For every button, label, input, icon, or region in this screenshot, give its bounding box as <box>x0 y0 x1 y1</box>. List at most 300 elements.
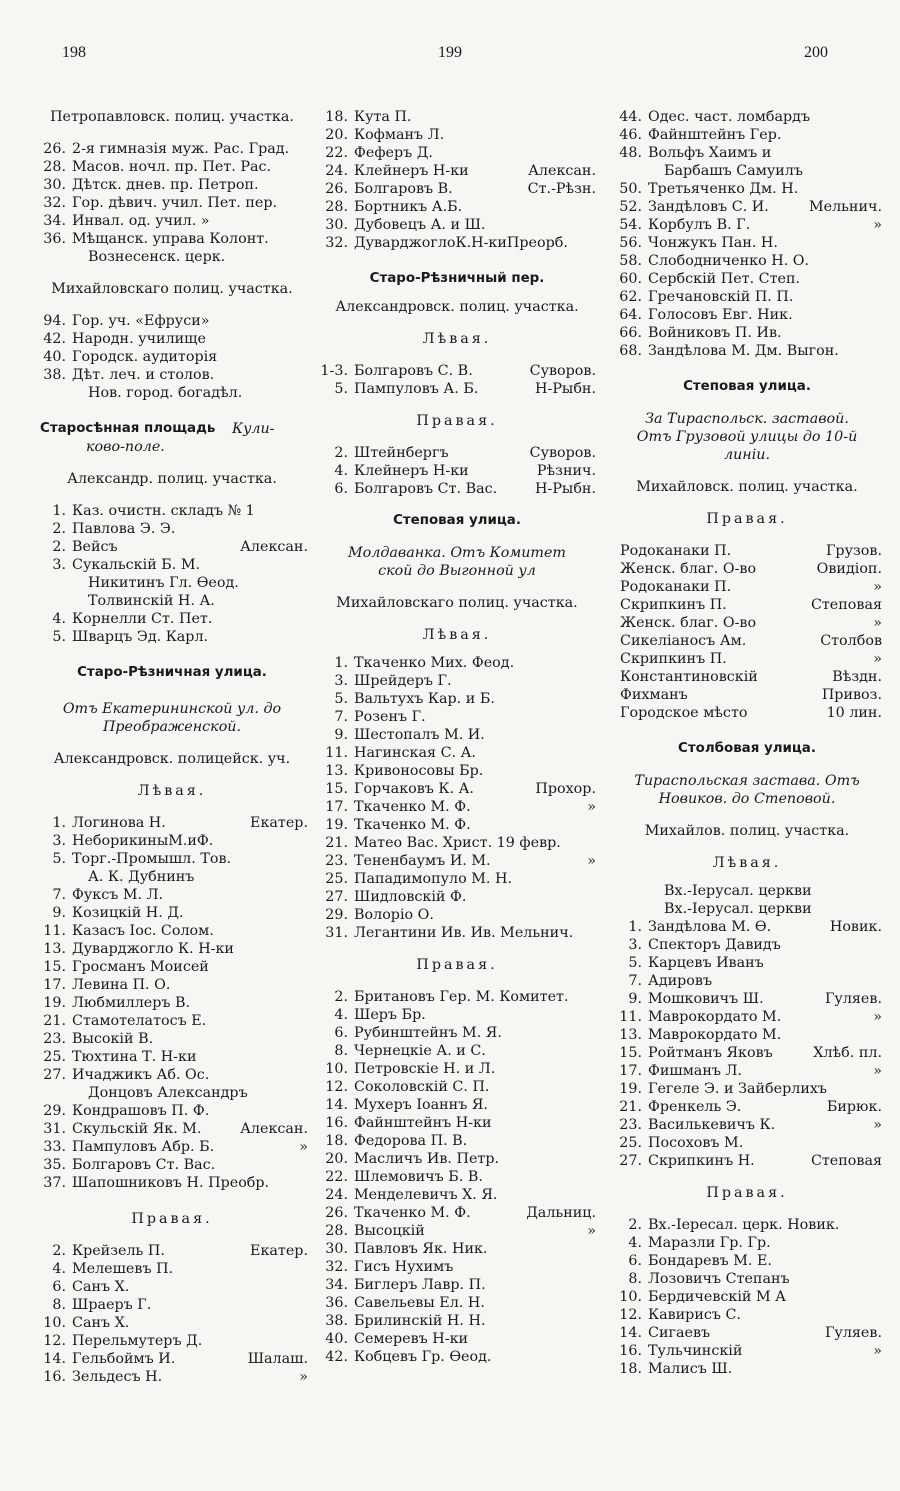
entry-cross-street: Гуляев. <box>824 1325 882 1341</box>
house-number: 7. <box>334 709 348 725</box>
entry-row <box>318 744 596 762</box>
entry-row <box>36 1120 308 1138</box>
entry-cross-street: » <box>873 615 882 631</box>
entry-name: Бондаревъ М. Е. <box>648 1253 772 1269</box>
entry-name: Третьяченко Дм. Н. <box>648 181 799 197</box>
entry-name: Масличъ Ив. Петр. <box>354 1151 500 1167</box>
house-number: 8. <box>52 1297 66 1313</box>
house-number: 17. <box>619 1063 642 1079</box>
entry-name: Мѣщанск. управа Колонт. <box>72 231 269 247</box>
entry-name: Зельдесъ Н. <box>72 1369 163 1385</box>
entry-row <box>36 610 308 628</box>
entry-row <box>36 628 308 646</box>
entry-name: Менделевичъ Х. Я. <box>354 1187 498 1203</box>
entry-name: Логинова Н. <box>72 815 166 831</box>
entry-name: Биглеръ Лавр. П. <box>354 1277 486 1293</box>
house-number: 4. <box>52 611 66 627</box>
entry-name: Константиновскій <box>620 669 758 685</box>
entry-list <box>36 502 308 646</box>
entry-name: Тененбаумъ И. М. <box>354 853 491 869</box>
house-number: 12. <box>325 1079 348 1095</box>
entry-row <box>612 234 882 252</box>
entry-row <box>36 1296 308 1314</box>
entry-name: Голосовъ Евг. Ник. <box>648 307 793 323</box>
entry-row <box>36 1066 308 1084</box>
entry-name: Кривоносовы Бр. <box>354 763 484 779</box>
entry-cross-street: Екатер. <box>250 1243 308 1259</box>
entry-row <box>612 1216 882 1234</box>
house-number: 19. <box>325 817 348 833</box>
entry-row <box>612 324 882 342</box>
entry-name: Савельевы Ел. Н. <box>354 1295 485 1311</box>
entry-name: Сигаевъ <box>648 1325 711 1341</box>
entry-row <box>36 922 308 940</box>
house-number: 58. <box>619 253 642 269</box>
entry-name: Народн. училище <box>72 331 206 347</box>
house-number: 9. <box>334 727 348 743</box>
street-desc: Молдаванка. Отъ Комитет <box>347 545 566 561</box>
section-heading: Михайловскаго полиц. участка. <box>51 281 293 297</box>
entry-list <box>36 814 308 1192</box>
house-number: 18. <box>325 109 348 125</box>
house-number: 3. <box>334 673 348 689</box>
entry-name: Корнелли Ст. Пет. <box>72 611 213 627</box>
street-title: Степовая улица. <box>683 379 811 394</box>
entry-row <box>612 306 882 324</box>
house-number: 68. <box>619 343 642 359</box>
house-number: 25. <box>43 1049 66 1065</box>
entry-row <box>318 870 596 888</box>
entry-cross-street: Шалаш. <box>247 1351 308 1367</box>
house-number: 7. <box>628 973 642 989</box>
house-number: 11. <box>43 923 66 939</box>
entry-name: Левина П. О. <box>72 977 171 993</box>
entry-row <box>318 672 596 690</box>
street-subname: Кули- <box>232 421 275 437</box>
entry-name: Спекторъ Давидъ <box>648 937 781 953</box>
house-number: 30. <box>325 1241 348 1257</box>
house-number: 64. <box>619 307 642 323</box>
house-number: 7. <box>52 887 66 903</box>
entry-row <box>612 990 882 1008</box>
entry-cross-street: » <box>873 1063 882 1079</box>
entry-name: Высокій В. <box>72 1031 154 1047</box>
house-number: 6. <box>334 481 348 497</box>
house-number: 9. <box>52 905 66 921</box>
house-number: 26. <box>43 141 66 157</box>
entry-name: Клейнеръ Н-ки <box>354 163 469 179</box>
entry-name: Шраеръ Г. <box>72 1297 152 1313</box>
entry-list <box>318 108 596 252</box>
house-number: 2. <box>334 445 348 461</box>
entry-name: Посоховъ М. <box>648 1135 744 1151</box>
house-number: 66. <box>619 325 642 341</box>
entry-row <box>36 502 308 520</box>
entry-cross-street: Алексан. <box>240 539 308 555</box>
entry-row <box>612 542 882 560</box>
entry-name: Мелешевъ П. <box>72 1261 174 1277</box>
entry-row <box>318 816 596 834</box>
entry-cross-street: » <box>873 1343 882 1359</box>
house-number: 2. <box>52 1243 66 1259</box>
entry-list <box>36 312 308 402</box>
page-number-left: 198 <box>62 44 86 61</box>
street-title: Столбовая улица. <box>678 741 816 756</box>
entry-name: Городское мѣсто <box>620 705 748 721</box>
entry-row <box>612 972 882 990</box>
entry-cross-street: Дальниц. <box>526 1205 596 1221</box>
entry-cross-street: Н-Рыбн. <box>535 481 596 497</box>
house-number: 42. <box>325 1349 348 1365</box>
column-1 <box>36 108 308 1386</box>
entry-list <box>612 542 882 722</box>
entry-row <box>318 462 596 480</box>
entry-name: Павловъ Як. Ник. <box>354 1241 488 1257</box>
house-number: 13. <box>619 1027 642 1043</box>
entry-row <box>612 1324 882 1342</box>
entry-row <box>318 162 596 180</box>
section-heading: Михайловскаго полиц. участка. <box>336 595 578 611</box>
entry-row <box>318 1204 596 1222</box>
house-number: 5. <box>52 851 66 867</box>
entry-name: Женск. благ. О-во <box>620 615 757 631</box>
entry-name: Болгаровъ В. <box>354 181 453 197</box>
entry-row <box>612 1270 882 1288</box>
entry-name: Любмиллеръ В. <box>72 995 191 1011</box>
entry-row <box>36 158 308 176</box>
entry-name: Зандѣлова М. Ѳ. <box>648 919 772 935</box>
column-3 <box>612 108 882 1378</box>
entry-row <box>318 1024 596 1042</box>
entry-name: Маразли Гр. Гр. <box>648 1235 771 1251</box>
entry-name: Вх.-Іересал. церк. Новик. <box>648 1217 840 1233</box>
entry-row <box>318 1186 596 1204</box>
street-title <box>36 420 308 438</box>
entry-name: Бердичевскій М А <box>648 1289 787 1305</box>
entry-name: Ткаченко Мих. Феод. <box>354 655 515 671</box>
house-number: 8. <box>628 1271 642 1287</box>
street-desc: Новиков. до Степовой. <box>658 791 836 807</box>
entry-name: Соколовскій С. П. <box>354 1079 490 1095</box>
entry-row <box>612 144 882 162</box>
entry-row <box>612 1360 882 1378</box>
page-number-right: 200 <box>804 44 828 61</box>
entry-row <box>36 1174 308 1192</box>
entry-row <box>36 1102 308 1120</box>
entry-row <box>612 126 882 144</box>
house-number: 22. <box>325 145 348 161</box>
entry-name: Шварцъ Эд. Карл. <box>72 629 209 645</box>
entry-name: Сикеліаносъ Ам. <box>620 633 747 649</box>
house-number: 15. <box>43 959 66 975</box>
entry-row <box>318 198 596 216</box>
house-number: 3. <box>628 937 642 953</box>
house-number: 54. <box>619 217 642 233</box>
entry-name: Дуварджогло К. Н-ки <box>72 941 234 957</box>
entry-row <box>36 1332 308 1350</box>
entry-cross-street: Хлѣб. пл. <box>813 1045 882 1061</box>
entry-name: Городск. аудиторія <box>72 349 218 365</box>
entry-name: Скрипкинъ П. <box>620 597 727 613</box>
entry-name: Розенъ Г. <box>354 709 426 725</box>
entry-row <box>36 850 308 868</box>
entry-name: Горчаковъ К. А. <box>354 781 474 797</box>
entry-row <box>612 1134 882 1152</box>
page-number-center: 199 <box>438 44 462 61</box>
street-desc: Преображенской. <box>102 719 242 735</box>
house-number: 13. <box>43 941 66 957</box>
entry-row <box>36 556 308 574</box>
entry-name: Федорова П. В. <box>354 1133 468 1149</box>
house-number: 4. <box>52 1261 66 1277</box>
entry-name: Рубинштейнъ М. Я. <box>354 1025 502 1041</box>
street-desc: линіи. <box>723 447 771 463</box>
entry-name: Ткаченко М. Ф. <box>354 799 471 815</box>
entry-cross-street: Грузов. <box>825 543 882 559</box>
entry-row <box>318 708 596 726</box>
entry-row <box>36 1012 308 1030</box>
entry-row <box>36 140 308 158</box>
entry-row <box>612 270 882 288</box>
entry-row <box>612 918 882 936</box>
house-number: 38. <box>325 1313 348 1329</box>
entry-cross-street: Рѣзнич. <box>536 463 596 479</box>
entry-row <box>612 560 882 578</box>
entry-name: Вх.-Іерусал. церкви <box>664 901 812 917</box>
entry-row <box>612 1288 882 1306</box>
entry-cross-street: » <box>873 579 882 595</box>
house-number: 5. <box>628 955 642 971</box>
house-number: 5. <box>52 629 66 645</box>
entry-cross-street: Алексан. <box>240 1121 308 1137</box>
house-number: 24. <box>325 163 348 179</box>
house-number: 60. <box>619 271 642 287</box>
entry-name: Никитинъ Гл. Өеод. <box>88 575 239 591</box>
entry-name: Вольфъ Хаимъ и <box>648 145 772 161</box>
entry-row <box>612 882 882 900</box>
house-number: 2. <box>334 989 348 1005</box>
entry-row <box>612 1008 882 1026</box>
entry-cross-street: Н-Рыбн. <box>535 381 596 397</box>
house-number: 3. <box>52 833 66 849</box>
entry-name: Тюхтина Т. Н-ки <box>72 1049 197 1065</box>
entry-row <box>318 762 596 780</box>
entry-name: Нагинская С. А. <box>354 745 476 761</box>
side-label-right: Правая. <box>416 413 498 429</box>
entry-row <box>318 1132 596 1150</box>
entry-name: Скрипкинъ П. <box>620 651 727 667</box>
house-number: 2. <box>52 539 66 555</box>
entry-row <box>318 726 596 744</box>
entry-cross-street: » <box>299 1369 308 1385</box>
entry-name: Войниковъ П. Ив. <box>648 325 782 341</box>
entry-name: Клейнеръ Н-ки <box>354 463 469 479</box>
house-number: 28. <box>325 199 348 215</box>
entry-list <box>612 108 882 360</box>
section-heading: Александровск. полиц. участка. <box>335 299 579 315</box>
house-number: 6. <box>334 1025 348 1041</box>
entry-row <box>318 1240 596 1258</box>
entry-name: Зандѣлова М. Дм. Выгон. <box>648 343 839 359</box>
entry-row <box>612 650 882 668</box>
entry-row <box>612 614 882 632</box>
entry-row <box>36 940 308 958</box>
entry-name: Перельмутеръ Д. <box>72 1333 203 1349</box>
house-number: 31. <box>43 1121 66 1137</box>
entry-row <box>318 690 596 708</box>
entry-name: Кобцевъ Гр. Өеод. <box>354 1349 492 1365</box>
entry-row <box>36 592 308 610</box>
entry-name: Толвинскій Н. А. <box>88 593 215 609</box>
entry-name: Вх.-Іерусал. церкви <box>664 883 812 899</box>
street-title: Старо-Рѣзничная улица. <box>77 665 267 680</box>
entry-name: Родоканаки П. <box>620 579 732 595</box>
entry-row <box>36 832 308 850</box>
house-number: 32. <box>325 1259 348 1275</box>
house-number: 2. <box>628 1217 642 1233</box>
entry-row <box>36 1048 308 1066</box>
entry-name: Малисъ Ш. <box>648 1361 733 1377</box>
house-number: 16. <box>619 1343 642 1359</box>
entry-row <box>318 144 596 162</box>
house-number: 52. <box>619 199 642 215</box>
entry-row <box>318 126 596 144</box>
entry-row <box>612 668 882 686</box>
house-number: 11. <box>325 745 348 761</box>
entry-row <box>318 924 596 942</box>
house-number: 36. <box>325 1295 348 1311</box>
entry-row <box>612 596 882 614</box>
entry-name: Тульчинскій <box>648 1343 743 1359</box>
entry-name: Фихманъ <box>620 687 688 703</box>
entry-name: Дѣт. леч. и столов. <box>72 367 215 383</box>
side-label-right: Правая. <box>706 1185 788 1201</box>
entry-name: Адировъ <box>648 973 713 989</box>
house-number: 19. <box>43 995 66 1011</box>
entry-list <box>318 988 596 1366</box>
house-number: 1. <box>52 815 66 831</box>
side-label-right: Правая. <box>416 957 498 973</box>
entry-name: А. К. Дубнинъ <box>88 869 195 885</box>
house-number: 31. <box>325 925 348 941</box>
house-number: 9. <box>628 991 642 1007</box>
house-number: 94. <box>43 313 66 329</box>
house-number: 1-3. <box>320 363 348 379</box>
entry-name: Вейсъ <box>72 539 118 555</box>
entry-name: Слободниченко Н. О. <box>648 253 810 269</box>
house-number: 16. <box>43 1369 66 1385</box>
entry-cross-street: Степовая <box>810 597 882 613</box>
street-desc: За Тираспольск. заставой. <box>645 411 849 427</box>
house-number: 18. <box>619 1361 642 1377</box>
entry-name: Болгаровъ Ст. Вас. <box>72 1157 216 1173</box>
house-number: 30. <box>43 177 66 193</box>
entry-row <box>318 216 596 234</box>
entry-row <box>318 1330 596 1348</box>
entry-row <box>612 704 882 722</box>
street-title: Старо-Рѣзничный пер. <box>369 271 545 286</box>
entry-row <box>318 852 596 870</box>
entry-row <box>612 900 882 918</box>
section-heading: Александр. полиц. участка. <box>67 471 277 487</box>
house-number: 13. <box>325 763 348 779</box>
entry-name: Гор. дѣвич. учил. Пет. пер. <box>72 195 278 211</box>
entry-cross-street: » <box>587 1223 596 1239</box>
entry-name: Стамотелатосъ Е. <box>72 1013 207 1029</box>
house-number: 1. <box>628 919 642 935</box>
house-number: 5. <box>334 381 348 397</box>
entry-row <box>318 362 596 380</box>
side-label-left: Лѣвая. <box>422 627 492 643</box>
house-number: 36. <box>43 231 66 247</box>
street-desc: Отъ Екатерининской ул. до <box>62 701 282 717</box>
entry-name: Шлемовичъ Б. В. <box>354 1169 483 1185</box>
house-number: 27. <box>325 889 348 905</box>
entry-row <box>318 1006 596 1024</box>
entry-row <box>36 520 308 538</box>
entry-name: Мошковичъ Ш. <box>648 991 764 1007</box>
entry-name: Пампуловъ Абр. Б. <box>72 1139 215 1155</box>
entry-row <box>36 538 308 556</box>
house-number: 4. <box>334 1007 348 1023</box>
house-number: 38. <box>43 367 66 383</box>
entry-cross-street: Ст.-Рѣзн. <box>527 181 596 197</box>
entry-name: Ройтманъ Яковъ <box>648 1045 773 1061</box>
entry-name: Шеръ Бр. <box>354 1007 426 1023</box>
house-number: 33. <box>43 1139 66 1155</box>
entry-cross-street: Суворов. <box>529 445 596 461</box>
entry-cross-street: » <box>873 1009 882 1025</box>
entry-name: Вознесенск. церк. <box>88 249 226 265</box>
entry-name: Кавирисъ С. <box>648 1307 741 1323</box>
house-number: 4. <box>334 463 348 479</box>
entry-row <box>36 868 308 886</box>
entry-name: Френкель Э. <box>648 1099 742 1115</box>
entry-name: Кута П. <box>354 109 412 125</box>
entry-name: Скрипкинъ Н. <box>648 1153 755 1169</box>
entry-name: Торг.-Промышл. Тов. <box>72 851 232 867</box>
entry-row <box>612 632 882 650</box>
entry-list <box>36 140 308 266</box>
entry-name: Феферъ Д. <box>354 145 433 161</box>
house-number: 21. <box>619 1099 642 1115</box>
entry-cross-street: Екатер. <box>250 815 308 831</box>
entry-row <box>36 212 308 230</box>
house-number: 29. <box>43 1103 66 1119</box>
entry-name: Гегеле Э. и Зайберлихъ <box>648 1081 828 1097</box>
entry-row <box>318 780 596 798</box>
house-number: 25. <box>325 871 348 887</box>
entry-row <box>36 1156 308 1174</box>
entry-cross-street: Мельнич. <box>808 199 882 215</box>
entry-name: Одес. част. ломбардъ <box>648 109 811 125</box>
section-heading: Михайловск. полиц. участка. <box>636 479 858 495</box>
side-label-left: Лѣвая. <box>712 855 782 871</box>
entry-name: Пападимопуло М. Н. <box>354 871 513 887</box>
house-number: 37. <box>43 1175 66 1191</box>
street-desc: Тираспольская застава. Отъ <box>634 773 860 789</box>
entry-cross-street: Бирюк. <box>826 1099 882 1115</box>
house-number: 34. <box>325 1277 348 1293</box>
entry-row <box>318 1096 596 1114</box>
house-number: 2. <box>52 521 66 537</box>
entry-name: Казасъ Іос. Солом. <box>72 923 214 939</box>
entry-row <box>318 654 596 672</box>
entry-row <box>318 988 596 1006</box>
entry-row <box>612 1044 882 1062</box>
entry-name: Сербскій Пет. Степ. <box>648 271 801 287</box>
entry-row <box>36 230 308 248</box>
